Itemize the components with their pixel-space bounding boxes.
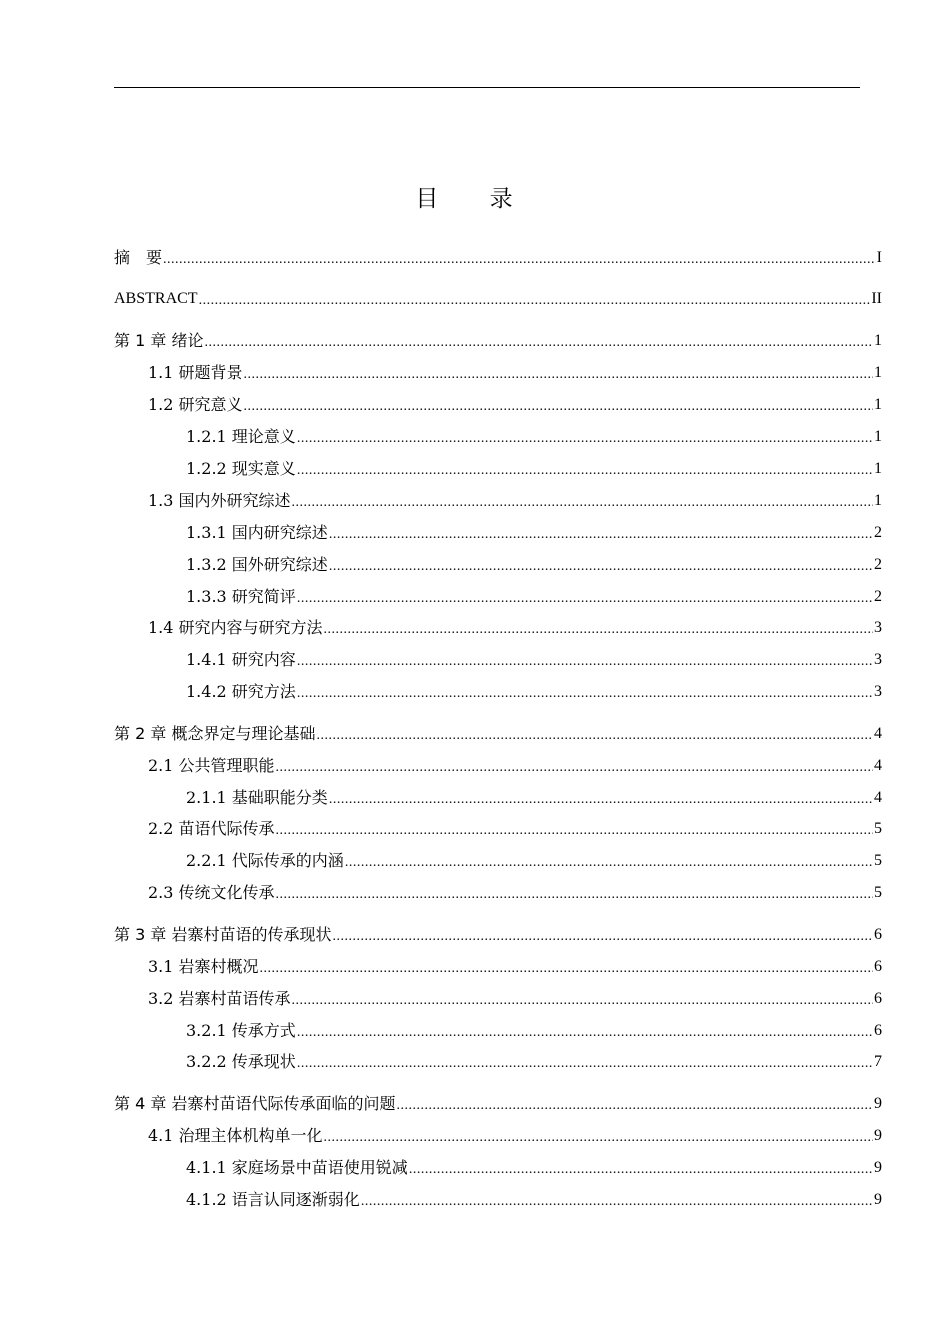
toc-entry[interactable] xyxy=(186,426,882,448)
toc-leader-dots xyxy=(297,1055,873,1073)
toc-entry-label: 4.1.1 家庭场景中苗语使用锐减 xyxy=(186,1158,408,1177)
toc-entry[interactable] xyxy=(186,554,882,576)
toc-entry-page: 3 xyxy=(874,619,882,636)
toc-leader-dots xyxy=(297,653,873,671)
toc-entry-label: 1.2.1 理论意义 xyxy=(186,427,296,446)
toc-entry[interactable] xyxy=(186,586,882,608)
toc-entry-label: 1.2 研究意义 xyxy=(148,395,243,414)
toc-entry[interactable] xyxy=(148,882,882,904)
toc-entry[interactable] xyxy=(186,1020,882,1042)
toc-entry[interactable] xyxy=(114,288,882,310)
toc-entry-label: 2.1.1 基础职能分类 xyxy=(186,788,328,807)
toc-leader-dots xyxy=(297,685,873,703)
toc-entry-page: 5 xyxy=(874,852,882,869)
toc-leader-dots xyxy=(345,854,873,872)
toc-entry[interactable] xyxy=(148,362,882,384)
toc-entry-page: II xyxy=(871,290,882,307)
toc-entry-label: 2.3 传统文化传承 xyxy=(148,883,275,902)
toc-entry-page: 5 xyxy=(874,884,882,901)
toc-entry-label: 3.2.2 传承现状 xyxy=(186,1052,296,1071)
toc-entry-label: 2.2 苗语代际传承 xyxy=(148,819,275,838)
toc-entry-label: 摘 要 xyxy=(114,248,163,267)
toc-entry-page: 4 xyxy=(874,725,882,742)
toc-entry-page: 7 xyxy=(874,1053,882,1070)
toc-leader-dots xyxy=(163,251,876,269)
toc-leader-dots xyxy=(204,334,873,352)
toc-entry-page: 9 xyxy=(874,1191,882,1208)
toc-entry-label: 1.2.2 现实意义 xyxy=(186,459,296,478)
toc-leader-dots xyxy=(292,494,873,512)
toc-leader-dots xyxy=(329,526,873,544)
toc-entry[interactable] xyxy=(148,818,882,840)
toc-entry-page: 4 xyxy=(874,789,882,806)
toc-entry[interactable] xyxy=(148,617,882,639)
toc-entry-label: 第 2 章 概念界定与理论基础 xyxy=(114,724,316,743)
toc-leader-dots xyxy=(361,1193,873,1211)
toc-entry-label: 2.1 公共管理职能 xyxy=(148,756,275,775)
toc-entry-label: 1.3.1 国内研究综述 xyxy=(186,523,328,542)
toc-entry[interactable] xyxy=(148,1125,882,1147)
toc-entry-page: I xyxy=(876,249,882,266)
toc-entry[interactable] xyxy=(186,1189,882,1211)
toc-entry[interactable] xyxy=(186,1051,882,1073)
toc-entry-page: 1 xyxy=(874,492,882,509)
toc-leader-dots xyxy=(332,928,873,946)
toc-leader-dots xyxy=(324,621,873,639)
toc-entry-label: ABSTRACT xyxy=(114,290,198,307)
toc-entry-label: 1.3.2 国外研究综述 xyxy=(186,555,328,574)
toc-entry[interactable] xyxy=(186,787,882,809)
toc-entry-page: 1 xyxy=(874,332,882,349)
toc-leader-dots xyxy=(297,430,873,448)
toc-leader-dots xyxy=(292,992,873,1010)
toc-leader-dots xyxy=(329,558,873,576)
toc-leader-dots xyxy=(316,727,873,745)
toc-entry-label: 2.2.1 代际传承的内涵 xyxy=(186,851,344,870)
toc-entry-label: 4.1.2 语言认同逐渐弱化 xyxy=(186,1190,360,1209)
toc-entry-page: 1 xyxy=(874,396,882,413)
toc-entry[interactable] xyxy=(114,924,882,946)
toc-entry-page: 4 xyxy=(874,757,882,774)
toc-entry[interactable] xyxy=(148,988,882,1010)
toc-entry-page: 1 xyxy=(874,460,882,477)
toc-entry-page: 3 xyxy=(874,651,882,668)
toc-entry[interactable] xyxy=(186,1157,882,1179)
toc-entry[interactable] xyxy=(186,649,882,671)
toc-leader-dots xyxy=(324,1129,873,1147)
toc-entry[interactable] xyxy=(186,522,882,544)
toc-entry-label: 第 1 章 绪论 xyxy=(114,331,204,350)
toc-entry-label: 1.4.1 研究内容 xyxy=(186,650,296,669)
toc-leader-dots xyxy=(276,822,873,840)
toc-entry[interactable] xyxy=(114,1093,882,1115)
toc-entry-page: 6 xyxy=(874,926,882,943)
toc-entry[interactable] xyxy=(148,956,882,978)
header-rule xyxy=(114,87,860,88)
toc-entry[interactable] xyxy=(148,394,882,416)
toc-leader-dots xyxy=(199,292,871,310)
toc-entry-page: 1 xyxy=(874,428,882,445)
toc-entry-label: 3.2 岩寨村苗语传承 xyxy=(148,989,291,1008)
toc-entry-label: 1.1 研题背景 xyxy=(148,363,243,382)
toc-leader-dots xyxy=(276,886,873,904)
toc-leader-dots xyxy=(244,366,873,384)
toc-leader-dots xyxy=(297,590,873,608)
toc-leader-dots xyxy=(409,1161,873,1179)
toc-entry-label: 1.3.3 研究简评 xyxy=(186,587,296,606)
toc-entry-page: 6 xyxy=(874,1022,882,1039)
toc-entry-page: 6 xyxy=(874,958,882,975)
toc-entry-page: 2 xyxy=(874,524,882,541)
toc-entry-label: 第 4 章 岩寨村苗语代际传承面临的问题 xyxy=(114,1094,396,1113)
toc-entry-page: 3 xyxy=(874,683,882,700)
toc-entry-page: 9 xyxy=(874,1127,882,1144)
toc-entry[interactable] xyxy=(148,490,882,512)
toc-entry[interactable] xyxy=(148,755,882,777)
toc-entry-page: 2 xyxy=(874,588,882,605)
toc-leader-dots xyxy=(297,462,873,480)
toc-entry-label: 4.1 治理主体机构单一化 xyxy=(148,1126,323,1145)
toc-entry-page: 1 xyxy=(874,364,882,381)
toc-entry-label: 第 3 章 岩寨村苗语的传承现状 xyxy=(114,925,332,944)
toc-entry[interactable] xyxy=(186,681,882,703)
toc-entry-label: 1.4 研究内容与研究方法 xyxy=(148,618,323,637)
toc-entry-page: 2 xyxy=(874,556,882,573)
toc-entry-page: 9 xyxy=(874,1095,882,1112)
toc-leader-dots xyxy=(260,960,873,978)
toc-entry[interactable] xyxy=(114,330,882,352)
toc-entry-page: 5 xyxy=(874,820,882,837)
toc-leader-dots xyxy=(396,1097,873,1115)
toc-entry-label: 3.2.1 传承方式 xyxy=(186,1021,296,1040)
toc-entry-label: 1.4.2 研究方法 xyxy=(186,682,296,701)
toc-entry-page: 6 xyxy=(874,990,882,1007)
toc-leader-dots xyxy=(329,791,873,809)
toc-entry[interactable] xyxy=(114,247,882,269)
toc-leader-dots xyxy=(244,398,873,416)
toc-entry-label: 3.1 岩寨村概况 xyxy=(148,957,259,976)
toc-leader-dots xyxy=(297,1024,873,1042)
toc-entry[interactable] xyxy=(186,850,882,872)
page-title: 目 录 xyxy=(415,186,535,212)
toc-entry-label: 1.3 国内外研究综述 xyxy=(148,491,291,510)
toc-entry[interactable] xyxy=(186,458,882,480)
toc-entry[interactable] xyxy=(114,723,882,745)
toc-entry-page: 9 xyxy=(874,1159,882,1176)
toc-leader-dots xyxy=(276,759,873,777)
